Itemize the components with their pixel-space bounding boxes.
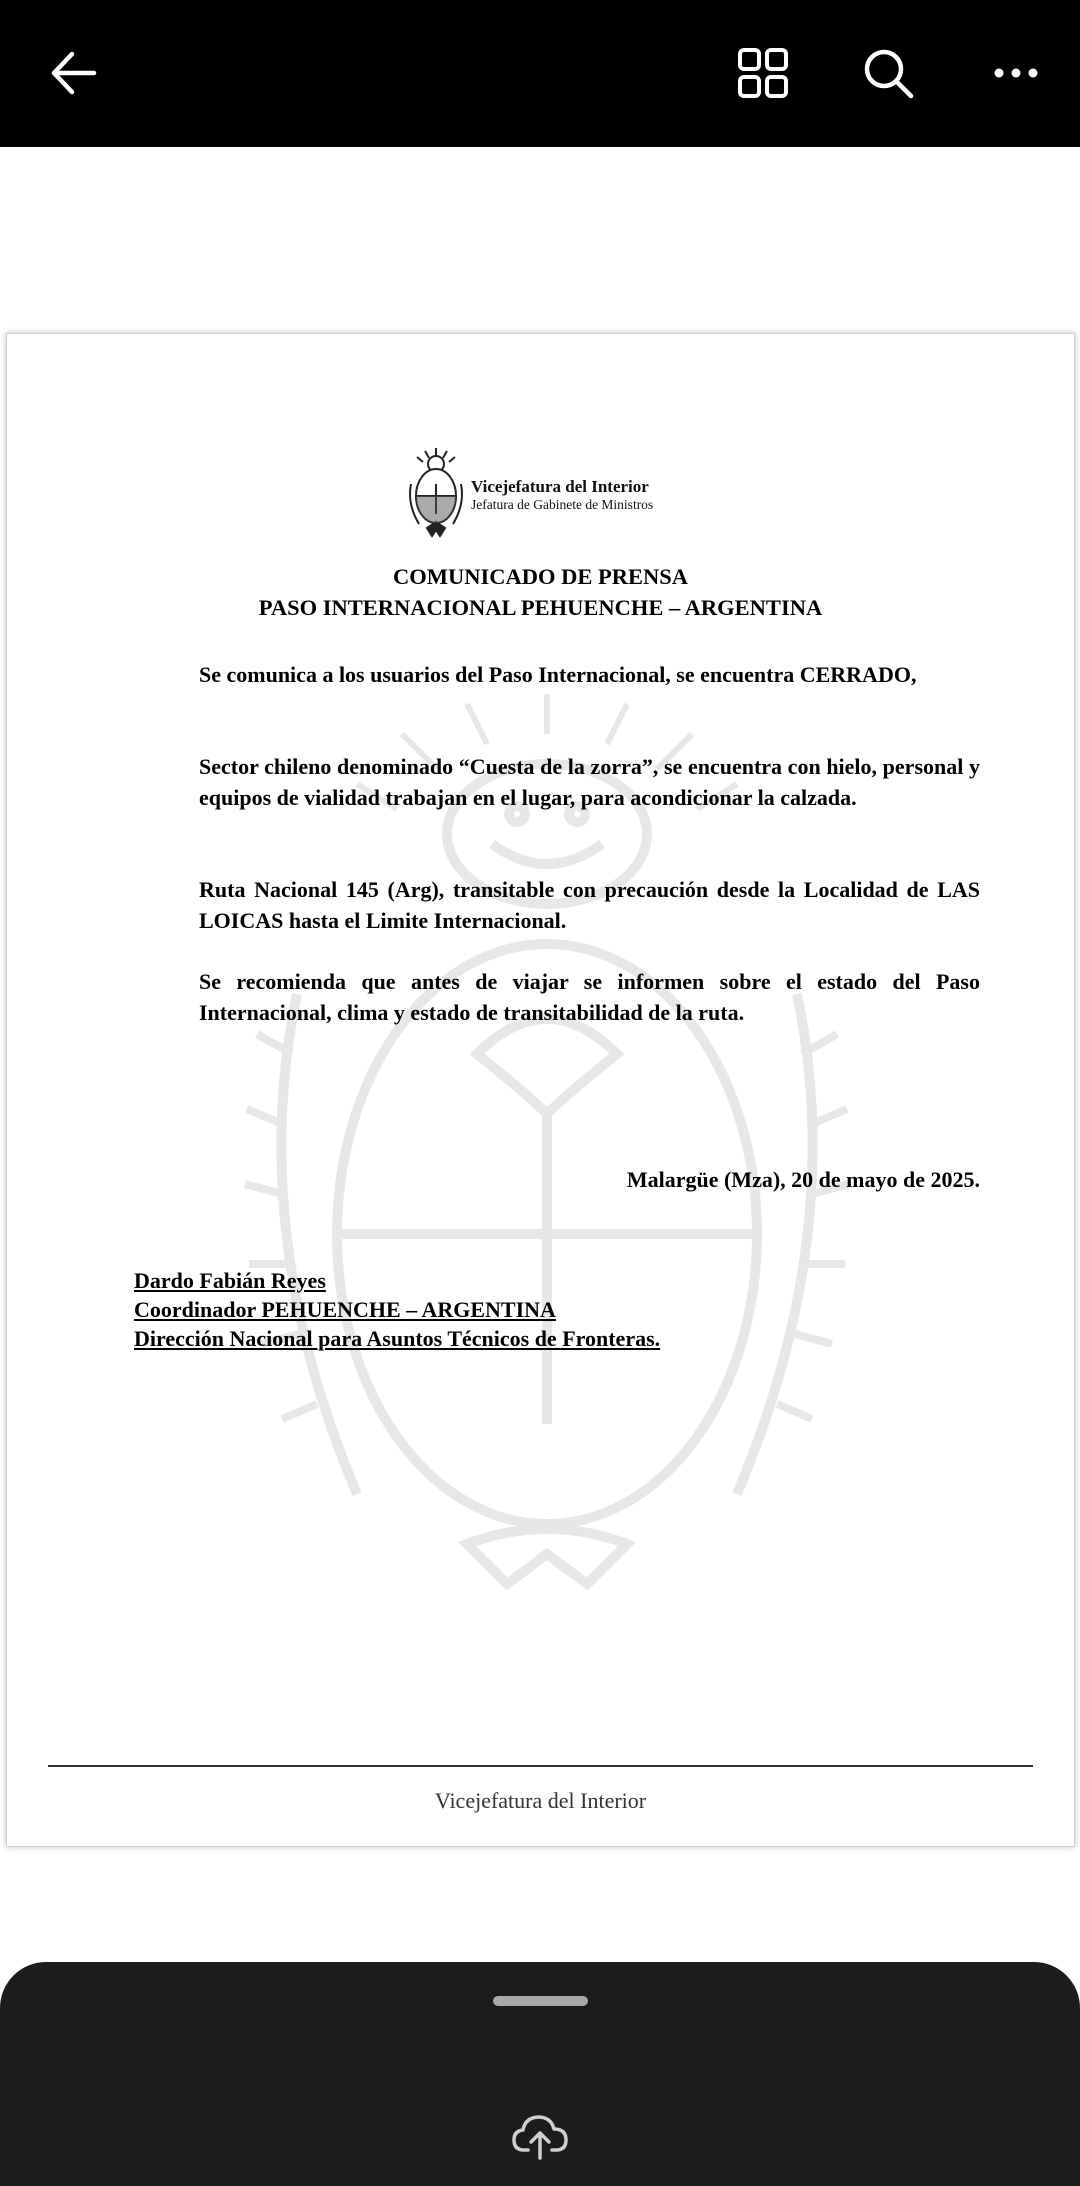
top-app-bar [0,0,1080,147]
search-icon [855,40,921,106]
bottom-sheet[interactable] [0,1962,1080,2186]
search-button[interactable] [855,40,921,106]
seal-logo-icon [405,444,467,540]
signature-org: Dirección Nacional para Asuntos Técnicos de Fronteras. [134,1326,661,1351]
paragraph-closed-notice: Se comunica a los usuarios del Paso Internacional, se encuentra CERRADO, [199,662,917,687]
upload-button[interactable] [510,2110,570,2162]
arrow-left-icon [40,40,106,106]
document-footer: Vicejefatura del Interior [434,1788,647,1813]
more-horizontal-icon [983,40,1049,106]
logo-title: Vicejefatura del Interior [471,477,649,496]
signature-role: Coordinador PEHUENCHE – ARGENTINA [134,1297,556,1322]
coat-of-arms-watermark [237,694,857,1594]
grid-icon [729,40,795,106]
grid-view-button[interactable] [729,40,795,106]
document-title: COMUNICADO DE PRENSA [392,564,688,589]
document-date: Malargüe (Mza), 20 de mayo de 2025. [626,1167,980,1192]
back-button[interactable] [40,40,106,106]
signature-name: Dardo Fabián Reyes [134,1268,326,1293]
paragraph-chile-sector: Sector chileno denominado “Cuesta de la zorra”, se encuentra con hielo, personal y equipos de vialidad trabajan en el lugar, para acondicionar la calzada. [199,754,980,810]
document-page[interactable] [6,333,1075,1847]
sheet-drag-handle[interactable] [493,1996,588,2006]
paragraph-recommendation: Se recomienda que antes de viajar se informen sobre el estado del Paso Internacional, clima y estado de transitabilidad de la ruta. [199,969,980,1025]
more-options-button[interactable] [983,40,1049,106]
document-subtitle: PASO INTERNACIONAL PEHUENCHE – ARGENTINA [258,595,823,620]
footer-divider [48,1765,1033,1767]
logo-subtitle: Jefatura de Gabinete de Ministros [471,497,654,512]
paragraph-route-145: Ruta Nacional 145 (Arg), transitable con precaución desde la Localidad de LAS LOICAS hasta el Limite Internacional. [199,877,980,933]
cloud-upload-icon [510,2110,570,2162]
